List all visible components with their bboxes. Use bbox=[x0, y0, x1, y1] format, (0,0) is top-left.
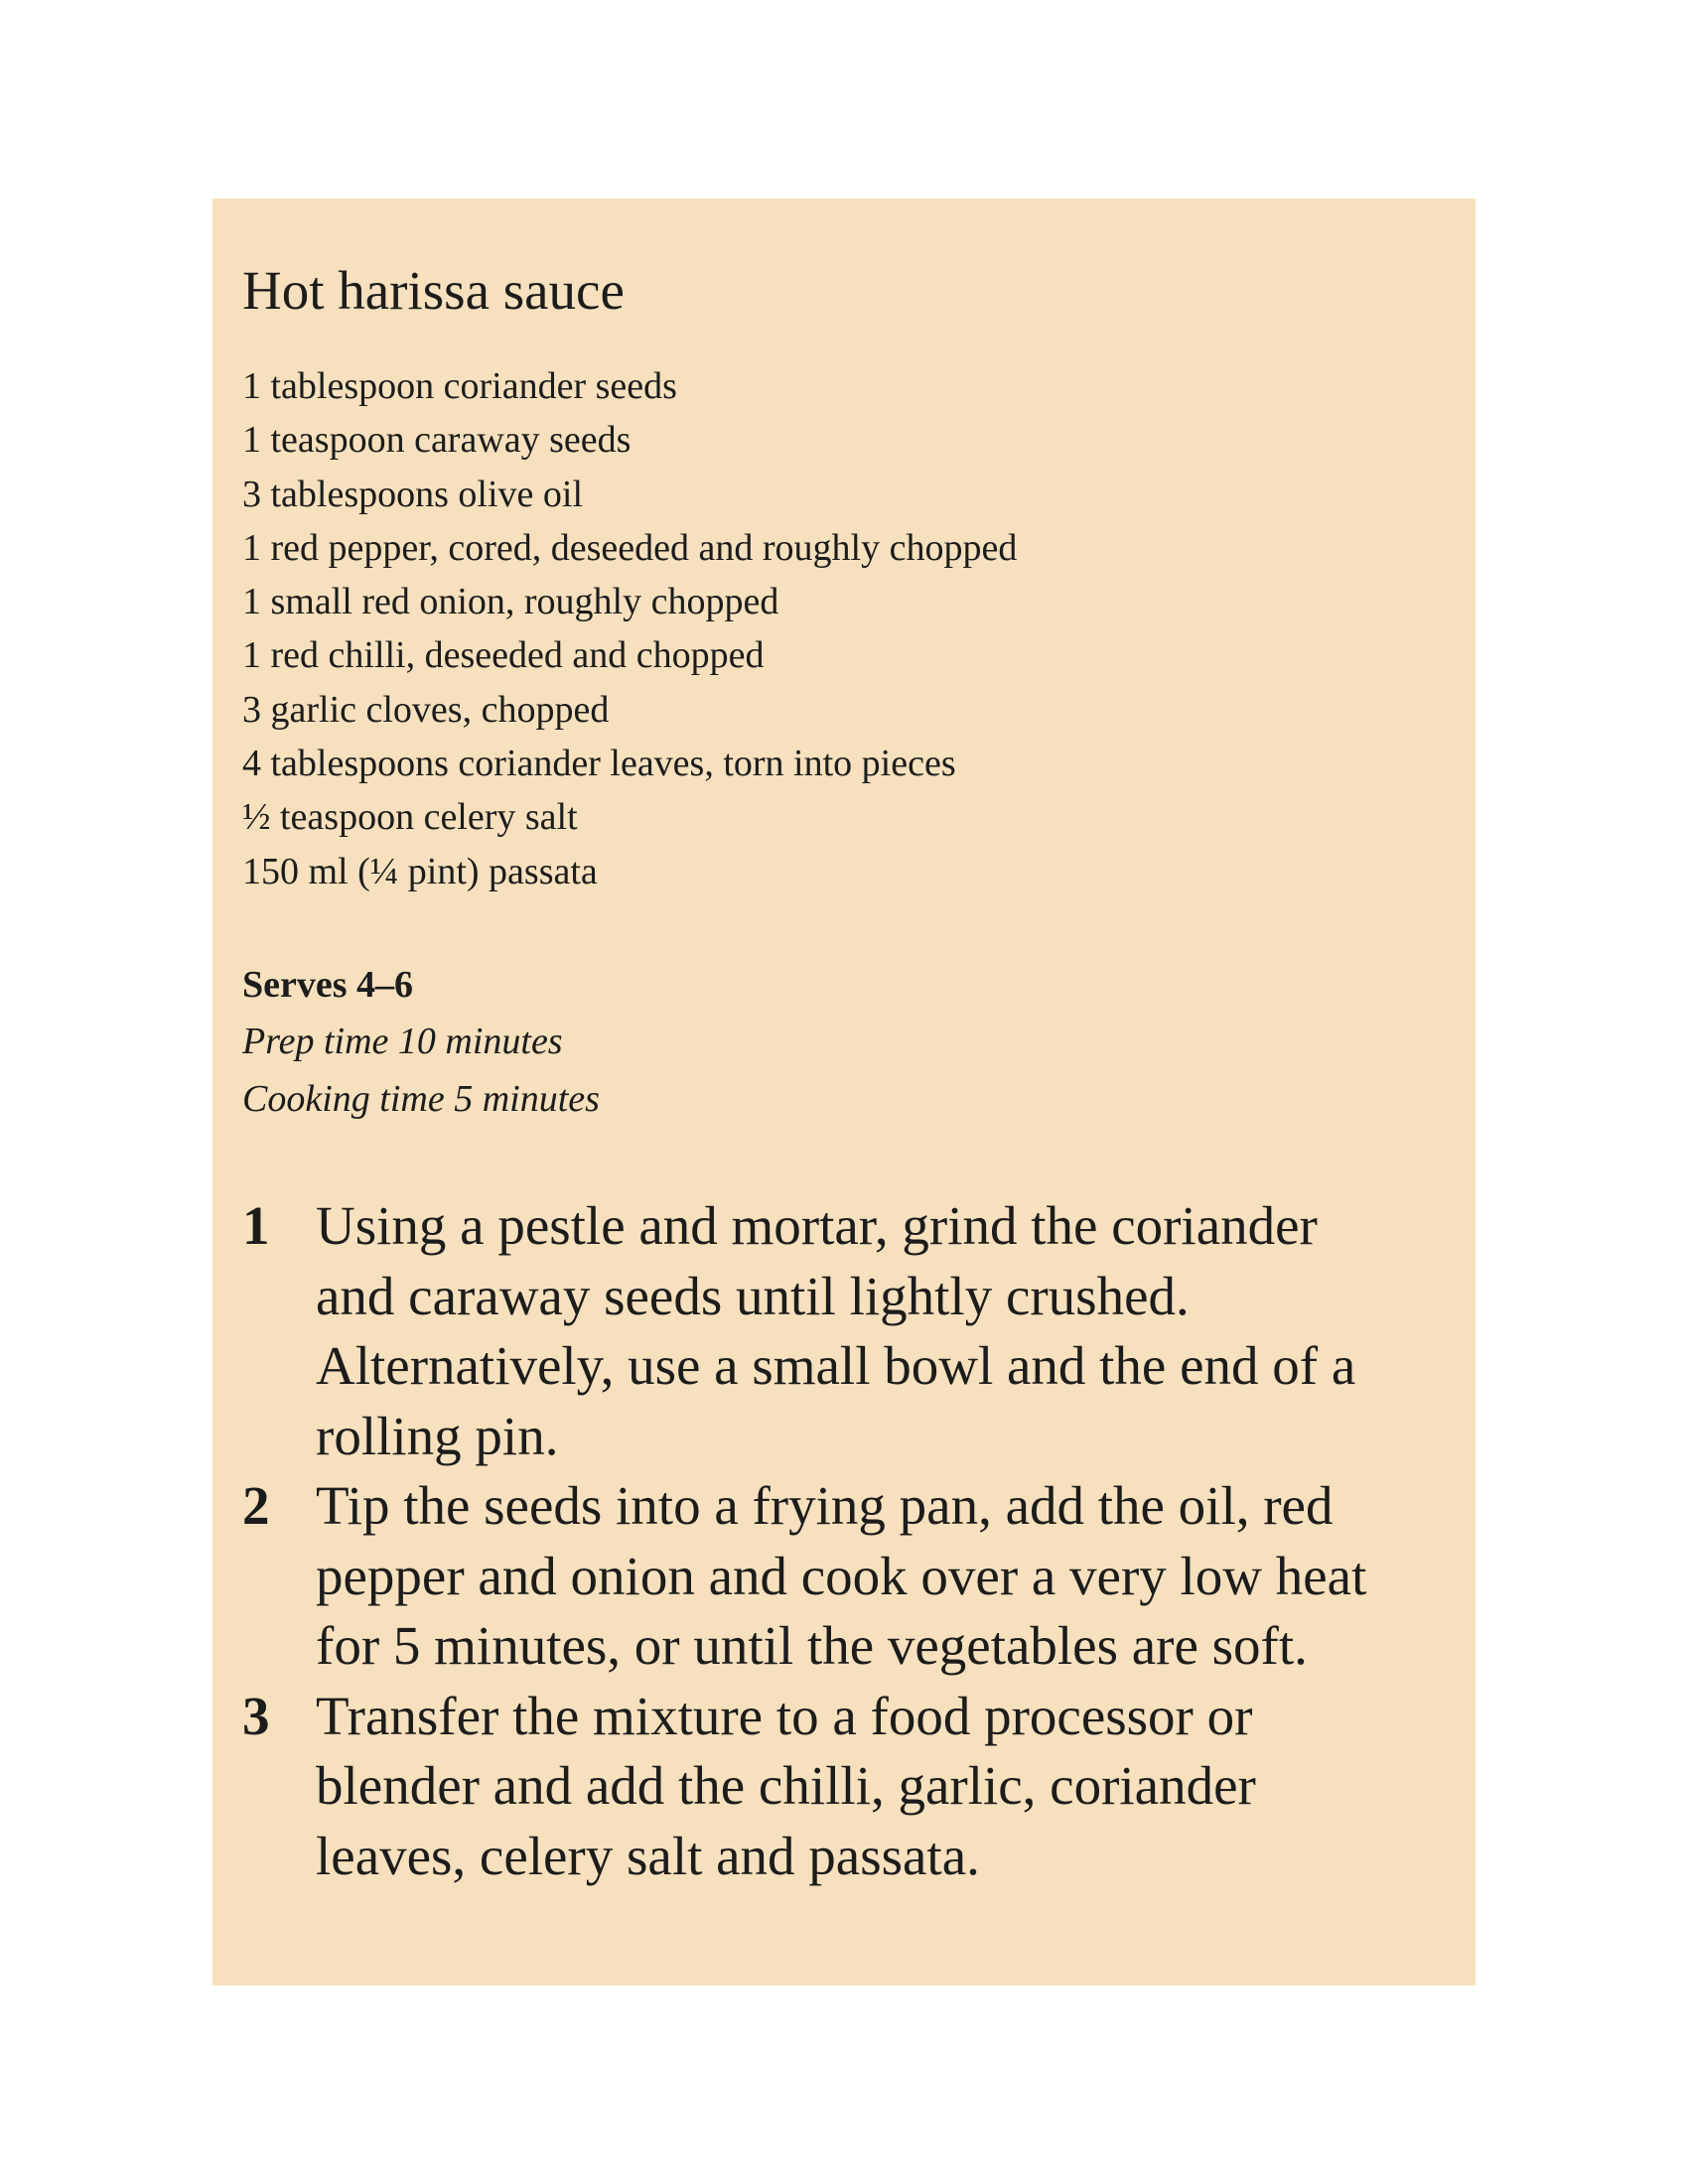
step-line: Tip the seeds into a frying pan, add the oil, red bbox=[316, 1475, 1334, 1536]
method-step bbox=[242, 1191, 1474, 1471]
step-line: Transfer the mixture to a food processor or bbox=[316, 1685, 1253, 1746]
ingredient-item: 3 garlic cloves, chopped bbox=[242, 688, 610, 731]
method-step bbox=[242, 1682, 1474, 1892]
ingredient-item: ½ teaspoon celery salt bbox=[242, 796, 578, 839]
step-line: Using a pestle and mortar, grind the coriander bbox=[316, 1195, 1318, 1256]
step-text bbox=[316, 1682, 1474, 1892]
step-line: rolling pin. bbox=[316, 1405, 559, 1466]
step-line: blender and add the chilli, garlic, coriander bbox=[316, 1755, 1256, 1816]
step-number: 3 bbox=[242, 1685, 270, 1746]
step-line: leaves, celery salt and passata. bbox=[316, 1825, 980, 1886]
step-text bbox=[316, 1191, 1474, 1471]
ingredient-item: 1 red pepper, cored, deseeded and roughly chopped bbox=[242, 526, 1018, 569]
recipe-title: Hot harissa sauce bbox=[242, 260, 625, 321]
step-text bbox=[316, 1471, 1474, 1682]
ingredient-item: 1 teaspoon caraway seeds bbox=[242, 419, 632, 462]
method-steps bbox=[242, 1191, 1474, 1891]
serves-label: Serves 4–6 bbox=[242, 964, 414, 1006]
step-line: and caraway seeds until lightly crushed. bbox=[316, 1265, 1190, 1326]
recipe-card bbox=[212, 199, 1476, 1985]
ingredient-item: 1 small red onion, roughly chopped bbox=[242, 581, 779, 623]
prep-time: Prep time 10 minutes bbox=[242, 1021, 563, 1062]
step-line: Alternatively, use a small bowl and the end of a bbox=[316, 1335, 1356, 1396]
cooking-time: Cooking time 5 minutes bbox=[242, 1078, 600, 1120]
step-line: for 5 minutes, or until the vegetables are soft. bbox=[316, 1615, 1308, 1676]
ingredient-item: 150 ml (¼ pint) passata bbox=[242, 850, 598, 892]
ingredient-item: 1 tablespoon coriander seeds bbox=[242, 365, 677, 407]
ingredient-item: 4 tablespoons coriander leaves, torn into pieces bbox=[242, 743, 956, 785]
method-step bbox=[242, 1471, 1474, 1682]
ingredient-item: 3 tablespoons olive oil bbox=[242, 473, 584, 515]
step-number: 2 bbox=[242, 1475, 270, 1536]
step-number: 1 bbox=[242, 1195, 270, 1256]
ingredients-list bbox=[242, 359, 1017, 898]
ingredient-item: 1 red chilli, deseeded and chopped bbox=[242, 634, 765, 677]
step-line: pepper and onion and cook over a very low heat bbox=[316, 1545, 1367, 1606]
